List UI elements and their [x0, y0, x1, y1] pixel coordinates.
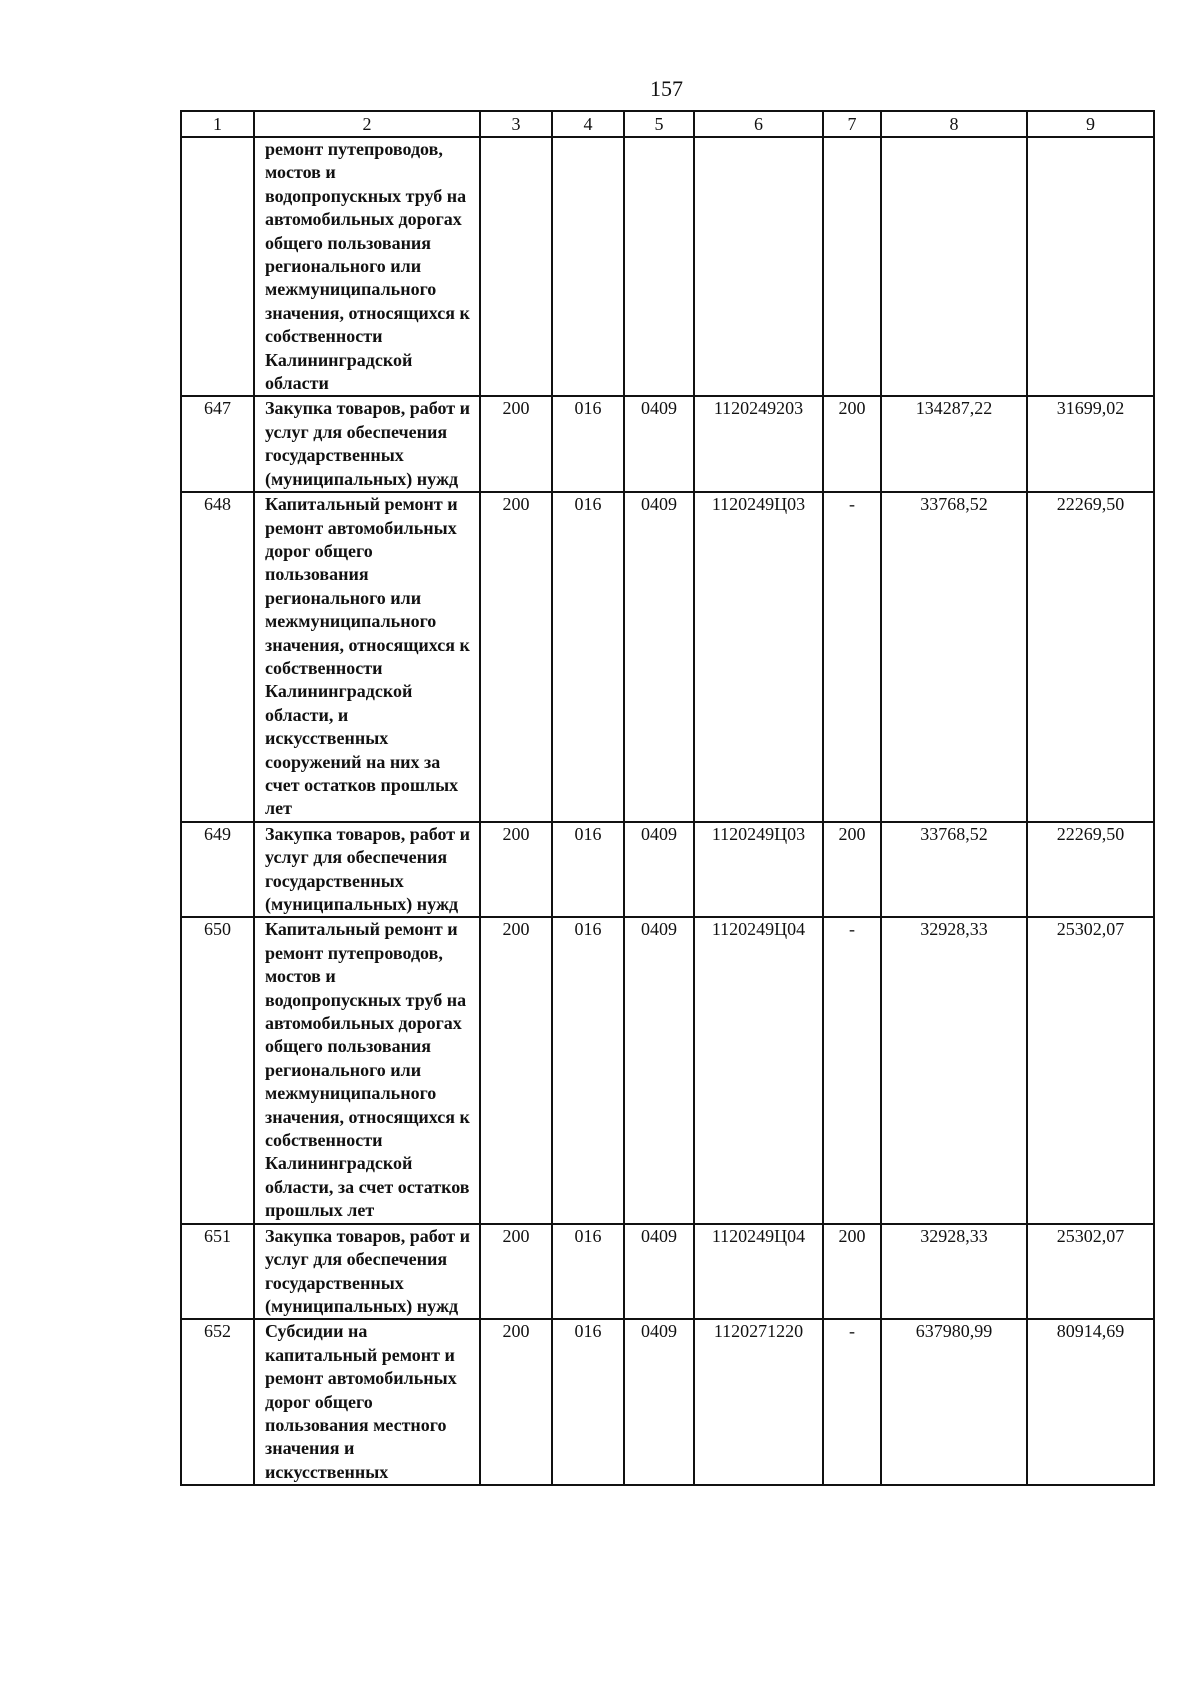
- code-7-cell: -: [823, 1319, 881, 1485]
- code-4-cell: 016: [552, 492, 624, 822]
- code-3-cell: 200: [480, 1224, 552, 1320]
- code-5-cell: 0409: [624, 1224, 694, 1320]
- row-number-cell: [181, 137, 254, 396]
- description-cell: ремонт путепроводов, мостов и водопропускных труб на автомобильных дорогах общего пользования регионального или межмуниципального значения, относящихся к собственности Калининградской области: [254, 137, 480, 396]
- code-7-cell: 200: [823, 822, 881, 918]
- column-header: 8: [881, 111, 1027, 137]
- code-5-cell: 0409: [624, 396, 694, 492]
- code-4-cell: [552, 137, 624, 396]
- row-number-cell: 652: [181, 1319, 254, 1485]
- column-header: 6: [694, 111, 823, 137]
- description-cell: Капитальный ремонт и ремонт путепроводов, мостов и водопропускных труб на автомобильных дорогах общего пользования регионального или межмуниципального значения, относящихся к собственности Калининградской области, за счет остатков прошлых лет: [254, 917, 480, 1223]
- column-header: 2: [254, 111, 480, 137]
- column-header: 4: [552, 111, 624, 137]
- code-3-cell: 200: [480, 917, 552, 1223]
- code-6-cell: [694, 137, 823, 396]
- amount-8-cell: 32928,33: [881, 917, 1027, 1223]
- table-row: [181, 137, 1154, 396]
- description-cell: Субсидии на капитальный ремонт и ремонт автомобильных дорог общего пользования местного значения и искусственных: [254, 1319, 480, 1485]
- column-header: 5: [624, 111, 694, 137]
- amount-8-cell: 32928,33: [881, 1224, 1027, 1320]
- table-row: [181, 1319, 1154, 1485]
- budget-table: [180, 110, 1155, 1486]
- table-row: [181, 396, 1154, 492]
- amount-9-cell: 25302,07: [1027, 917, 1154, 1223]
- code-3-cell: 200: [480, 1319, 552, 1485]
- code-5-cell: 0409: [624, 917, 694, 1223]
- amount-9-cell: 80914,69: [1027, 1319, 1154, 1485]
- code-5-cell: 0409: [624, 822, 694, 918]
- code-4-cell: 016: [552, 1224, 624, 1320]
- code-6-cell: 1120249203: [694, 396, 823, 492]
- code-7-cell: 200: [823, 396, 881, 492]
- column-header: 3: [480, 111, 552, 137]
- row-number-cell: 649: [181, 822, 254, 918]
- code-6-cell: 1120271220: [694, 1319, 823, 1485]
- code-6-cell: 1120249Ц04: [694, 917, 823, 1223]
- description-cell: Капитальный ремонт и ремонт автомобильных дорог общего пользования регионального или межмуниципального значения, относящихся к собственности Калининградской области, и искусственных сооружений на них за счет остатков прошлых лет: [254, 492, 480, 822]
- table-row: [181, 492, 1154, 822]
- code-6-cell: 1120249Ц04: [694, 1224, 823, 1320]
- code-3-cell: 200: [480, 822, 552, 918]
- amount-8-cell: [881, 137, 1027, 396]
- code-4-cell: 016: [552, 822, 624, 918]
- table-row: [181, 1224, 1154, 1320]
- amount-9-cell: 22269,50: [1027, 822, 1154, 918]
- amount-9-cell: 25302,07: [1027, 1224, 1154, 1320]
- code-4-cell: 016: [552, 1319, 624, 1485]
- amount-8-cell: 33768,52: [881, 492, 1027, 822]
- amount-8-cell: 637980,99: [881, 1319, 1027, 1485]
- code-3-cell: 200: [480, 396, 552, 492]
- amount-8-cell: 33768,52: [881, 822, 1027, 918]
- row-number-cell: 651: [181, 1224, 254, 1320]
- row-number-cell: 648: [181, 492, 254, 822]
- code-4-cell: 016: [552, 396, 624, 492]
- code-7-cell: -: [823, 917, 881, 1223]
- code-3-cell: [480, 137, 552, 396]
- row-number-cell: 650: [181, 917, 254, 1223]
- table-row: [181, 822, 1154, 918]
- table-row: [181, 917, 1154, 1223]
- code-6-cell: 1120249Ц03: [694, 492, 823, 822]
- amount-9-cell: 31699,02: [1027, 396, 1154, 492]
- code-6-cell: 1120249Ц03: [694, 822, 823, 918]
- column-header: 1: [181, 111, 254, 137]
- code-5-cell: [624, 137, 694, 396]
- column-header: 7: [823, 111, 881, 137]
- column-header: 9: [1027, 111, 1154, 137]
- code-7-cell: -: [823, 492, 881, 822]
- amount-8-cell: 134287,22: [881, 396, 1027, 492]
- table-body: [181, 137, 1154, 1485]
- code-7-cell: [823, 137, 881, 396]
- description-cell: Закупка товаров, работ и услуг для обеспечения государственных (муниципальных) нужд: [254, 396, 480, 492]
- table-header: [181, 111, 1154, 137]
- code-7-cell: 200: [823, 1224, 881, 1320]
- amount-9-cell: 22269,50: [1027, 492, 1154, 822]
- code-4-cell: 016: [552, 917, 624, 1223]
- code-5-cell: 0409: [624, 492, 694, 822]
- description-cell: Закупка товаров, работ и услуг для обеспечения государственных (муниципальных) нужд: [254, 822, 480, 918]
- code-5-cell: 0409: [624, 1319, 694, 1485]
- row-number-cell: 647: [181, 396, 254, 492]
- description-cell: Закупка товаров, работ и услуг для обеспечения государственных (муниципальных) нужд: [254, 1224, 480, 1320]
- amount-9-cell: [1027, 137, 1154, 396]
- code-3-cell: 200: [480, 492, 552, 822]
- page-number: 157: [650, 76, 683, 101]
- column-number-row: [181, 111, 1154, 137]
